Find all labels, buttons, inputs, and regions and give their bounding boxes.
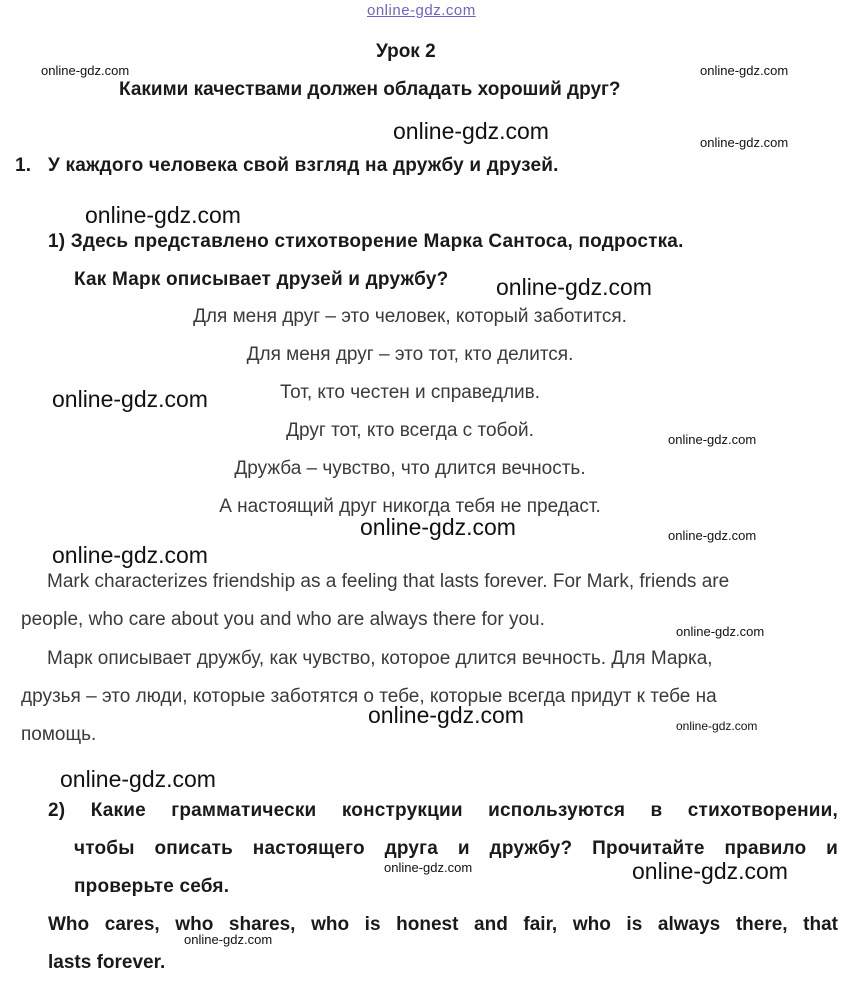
watermark: online-gdz.com [676,624,765,639]
poem-line: Для меня друг – это тот, кто делится. [246,344,574,365]
poem-line: Друг тот, кто всегда с тобой. [286,420,534,441]
poem-line: Тот, кто честен и справедлив. [279,382,541,403]
watermark: online-gdz.com [52,542,208,568]
watermark: online-gdz.com [368,702,524,728]
answer-en-line2: people, who care about you and who are always there for you. [21,609,545,630]
watermark: online-gdz.com [41,63,130,78]
watermark: online-gdz.com [632,858,788,884]
answer-ru-line3: помощь. [21,724,97,745]
answer-ru-line2: друзья – это люди, которые заботятся о тебе, которые всегда придут к тебе на [21,686,717,707]
watermark: online-gdz.com [60,766,216,792]
task2-line2: чтобы описать настоящего друга и дружбу? Прочитайте правило и [74,838,838,859]
task1-line1: 1) Здесь представлено стихотворение Марка Сантоса, подростка. [48,231,684,252]
task1-line2: Как Марк описывает друзей и дружбу? [74,269,449,290]
lesson-title: Урок 2 [376,41,436,62]
watermark: online-gdz.com [85,202,241,228]
watermark-top: online-gdz.com [367,2,476,19]
answer2-line2: lasts forever. [48,952,166,973]
poem-line: А настоящий друг никогда тебя не предаст. [219,496,601,517]
poem-line: Для меня друг – это человек, который заботится. [193,306,627,327]
answer-ru-line1: Марк описывает дружбу, как чувство, которое длится вечность. Для Марка, [47,648,713,669]
watermark: online-gdz.com [184,932,273,947]
watermark: online-gdz.com [700,135,789,150]
watermark: online-gdz.com [384,860,473,875]
watermark: online-gdz.com [393,118,549,144]
watermark: online-gdz.com [496,274,652,300]
lesson-question: Какими качествами должен обладать хороший друг? [119,79,621,100]
task2-line1: 2) Какие грамматически конструкции используются в стихотворении, [48,800,838,821]
watermark: online-gdz.com [668,528,757,543]
answer-en-line1: Mark characterizes friendship as a feeling that lasts forever. For Mark, friends are [47,571,730,592]
watermark: online-gdz.com [360,514,516,540]
poem-line: Дружба – чувство, что длится вечность. [234,458,586,479]
task2-line3: проверьте себя. [74,876,230,897]
watermark: online-gdz.com [52,386,208,412]
answer2-line1: Who cares, who shares, who is honest and fair, who is always there, that [48,914,838,935]
watermark: online-gdz.com [700,63,789,78]
watermark: online-gdz.com [676,719,758,733]
watermark: online-gdz.com [668,432,757,447]
section-number: 1. [15,155,32,176]
section-heading: У каждого человека свой взгляд на дружбу и друзей. [48,155,559,176]
